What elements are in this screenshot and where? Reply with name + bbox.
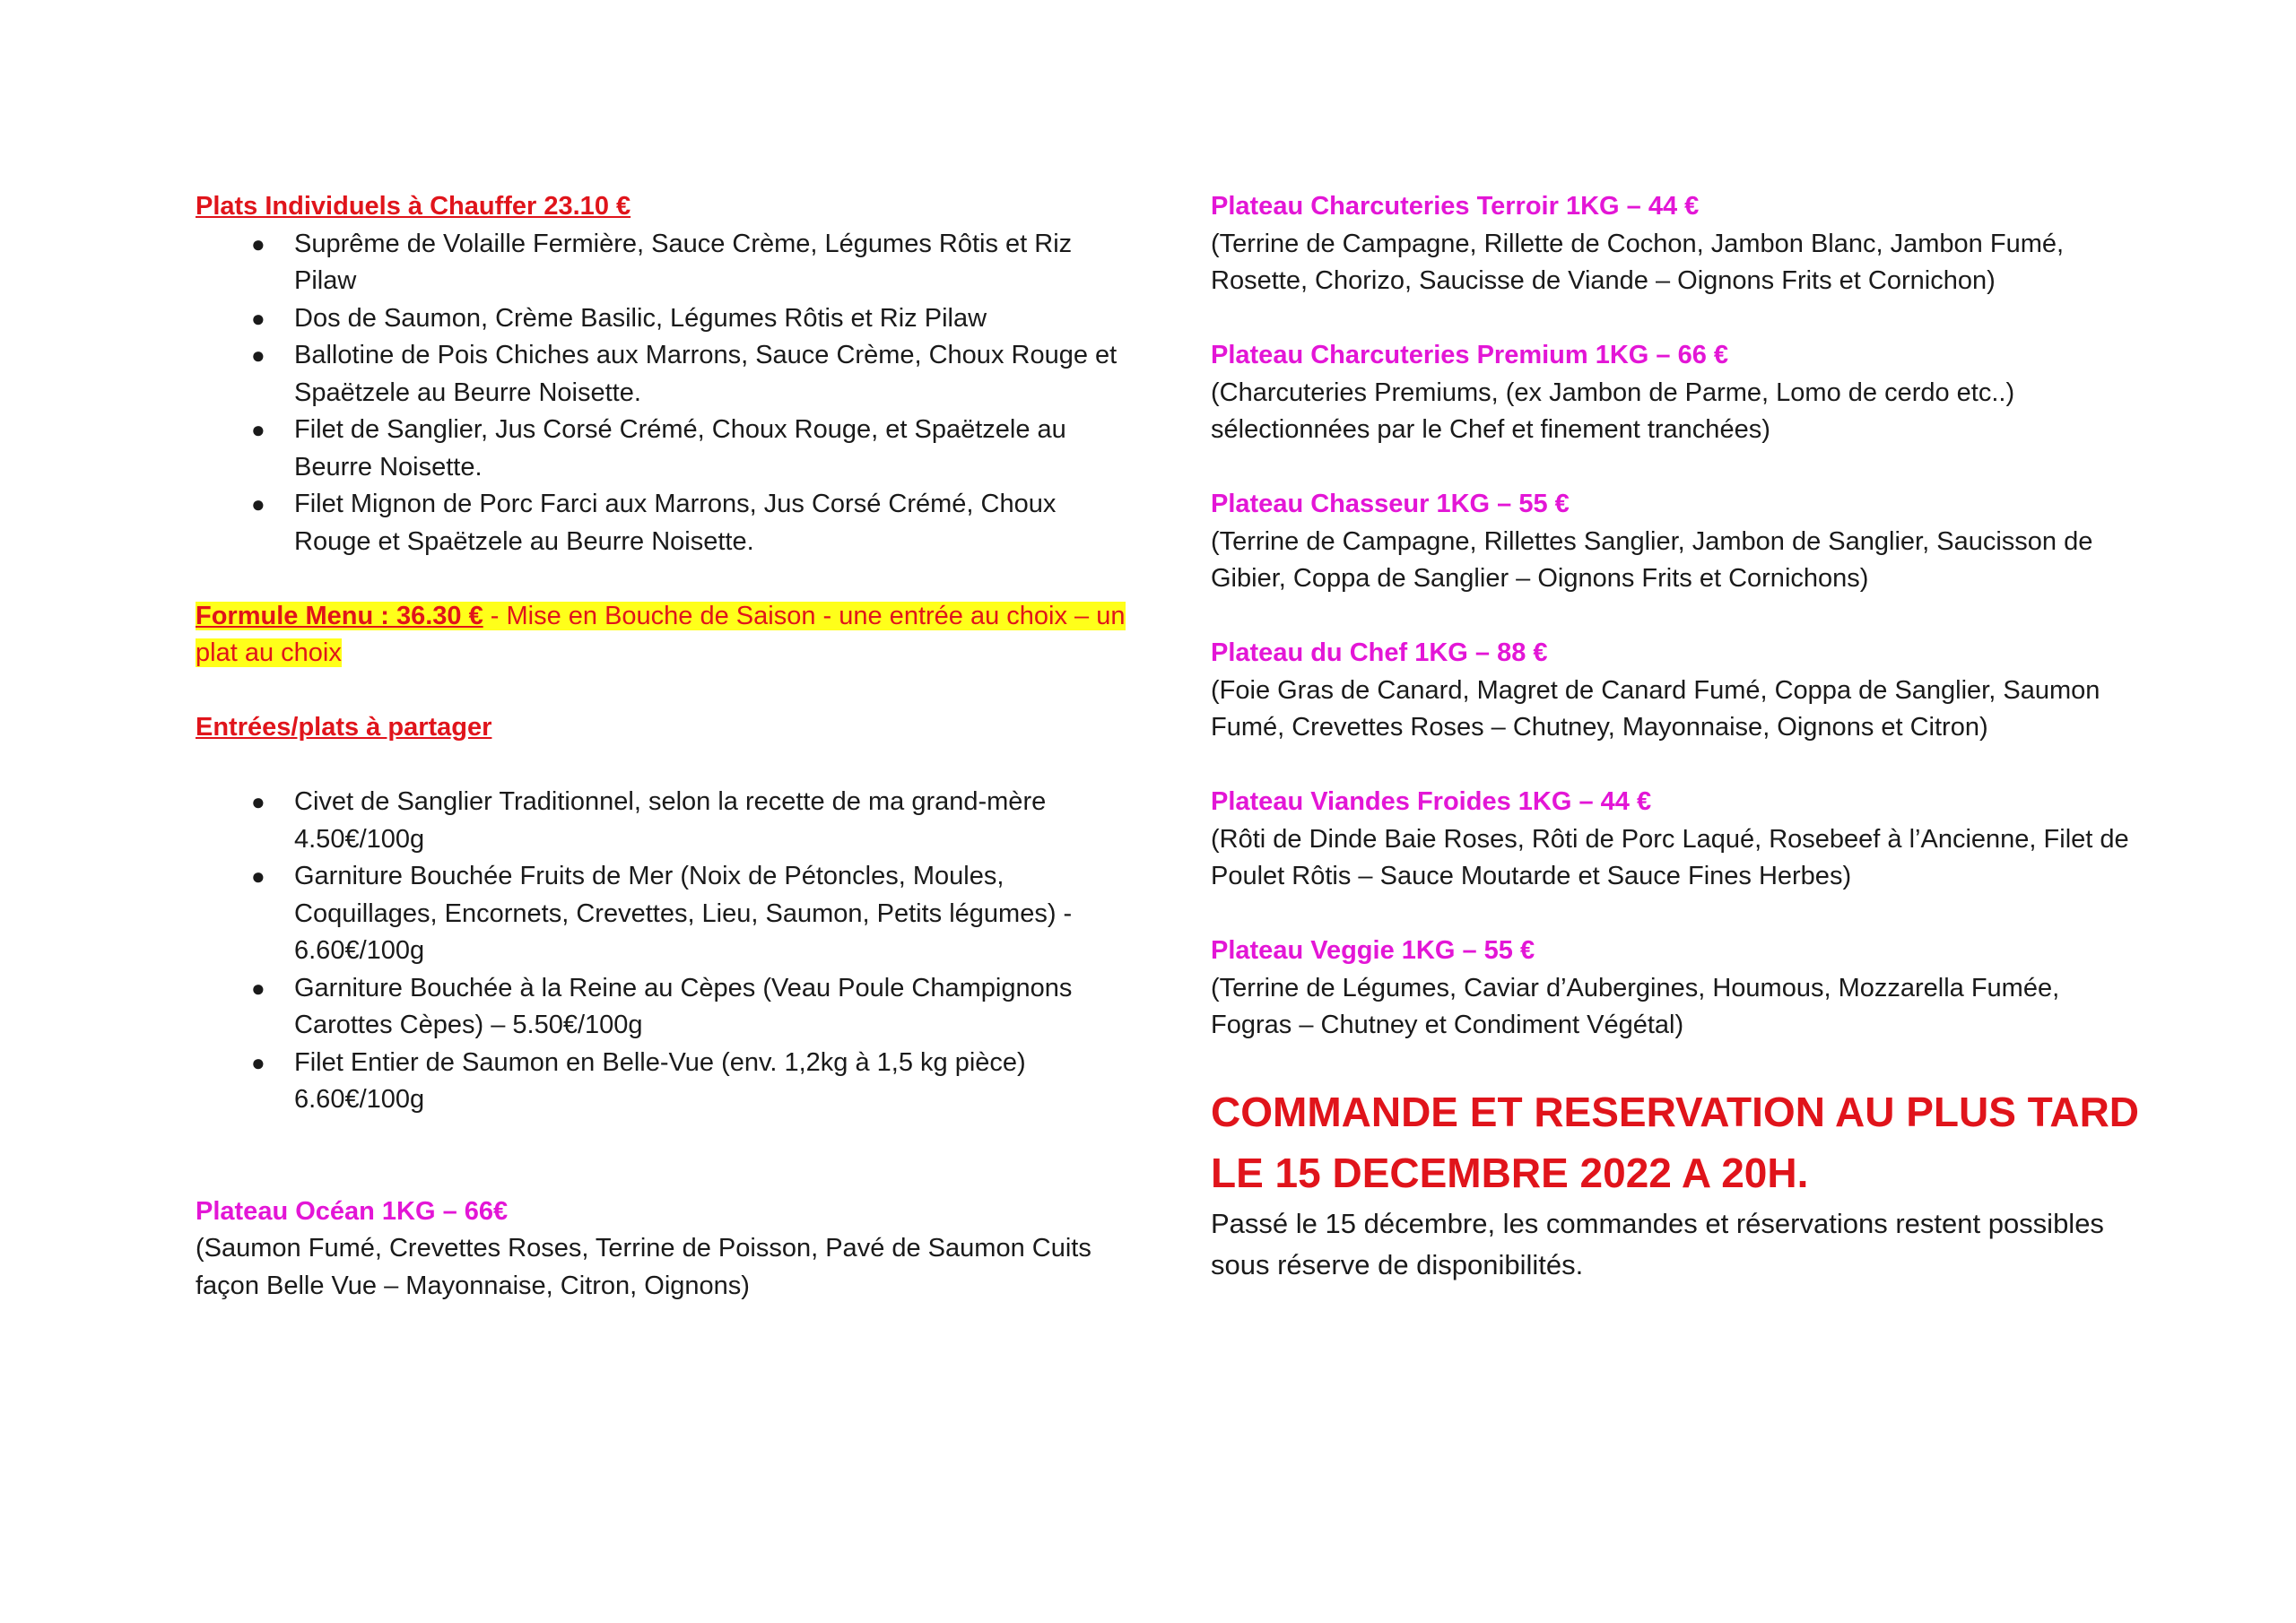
plateau-heading: Plateau du Chef 1KG – 88 €	[1211, 638, 1548, 667]
formule-menu-text: - Mise en Bouche de Saison - une entrée au choix – un plat au choix	[196, 601, 1126, 667]
left-column	[196, 188, 1128, 1305]
plats-individuels-heading: Plats Individuels à Chauffer 23.10 €	[196, 192, 631, 221]
plateau-text: (Terrine de Campagne, Rillettes Sanglier, Jambon de Sanglier, Saucisson de Gibier, Coppa de Sanglier – Oignons Frits et Cornichons)	[1211, 526, 2093, 593]
list-item: ● Suprême de Volaille Fermière, Sauce Crème, Légumes Rôtis et Riz Pilaw	[196, 226, 1128, 300]
plateau-block	[1211, 933, 2144, 1045]
bullet-icon: ●	[251, 416, 265, 443]
plateau-heading: Plateau Chasseur 1KG – 55 €	[1211, 490, 1570, 518]
list-item: ● Dos de Saumon, Crème Basilic, Légumes Rôtis et Riz Pilaw	[196, 300, 1128, 338]
right-column	[1211, 188, 2144, 1286]
plateau-heading: Plateau Viandes Froides 1KG – 44 €	[1211, 787, 1652, 816]
plateau-block	[1211, 635, 2144, 747]
list-item: ● Filet Entier de Saumon en Belle-Vue (env. 1,2kg à 1,5 kg pièce) 6.60€/100g	[196, 1045, 1128, 1119]
list-item: ● Civet de Sanglier Traditionnel, selon la recette de ma grand-mère 4.50€/100g	[196, 784, 1128, 858]
list-item: ● Filet Mignon de Porc Farci aux Marrons, Jus Corsé Crémé, Choux Rouge et Spaëtzele au Beurre Noisette.	[196, 486, 1128, 560]
plateau-text: (Charcuteries Premiums, (ex Jambon de Parme, Lomo de cerdo etc..) sélectionnées par le Chef et finement tranchées)	[1211, 378, 2015, 444]
list-item: ● Garniture Bouchée à la Reine au Cèpes (Veau Poule Champignons Carottes Cèpes) – 5.50€/100g	[196, 970, 1128, 1045]
commande-title: COMMANDE ET RESERVATION AU PLUS TARD LE 15 DECEMBRE 2022 A 20H.	[1211, 1089, 2140, 1196]
plateau-block	[1211, 784, 2144, 896]
bullet-icon: ●	[251, 230, 265, 257]
commande-text: Passé le 15 décembre, les commandes et réservations restent possibles sous réserve de disponibilités.	[1211, 1208, 2104, 1280]
entrees-list	[196, 784, 1128, 1119]
list-item: ● Ballotine de Pois Chiches aux Marrons, Sauce Crème, Choux Rouge et Spaëtzele au Beurre Noisette.	[196, 337, 1128, 412]
list-item: ● Filet de Sanglier, Jus Corsé Crémé, Choux Rouge, et Spaëtzele au Beurre Noisette.	[196, 412, 1128, 486]
plateau-text: (Terrine de Légumes, Caviar d’Aubergines, Houmous, Mozzarella Fumée, Fogras – Chutney et Condiment Végétal)	[1211, 973, 2060, 1039]
formule-menu-label: Formule Menu : 36.30 €	[196, 601, 483, 630]
bullet-icon: ●	[251, 490, 265, 517]
formule-menu	[196, 598, 1128, 673]
plateau-text: (Terrine de Campagne, Rillette de Cochon, Jambon Blanc, Jambon Fumé, Rosette, Chorizo, Saucisse de Viande – Oignons Frits et Cornichon)	[1211, 229, 2065, 295]
bullet-icon: ●	[251, 974, 265, 1002]
bullet-icon: ●	[251, 863, 265, 890]
plateau-ocean-heading: Plateau Océan 1KG – 66€	[196, 1196, 509, 1226]
entrees-heading: Entrées/plats à partager	[196, 713, 492, 742]
list-item: ● Garniture Bouchée Fruits de Mer (Noix de Pétoncles, Moules, Coquillages, Encornets, Crevettes, Lieu, Saumon, Petits légumes) - 6.60€/100g	[196, 858, 1128, 970]
plateau-heading: Plateau Charcuteries Terroir 1KG – 44 €	[1211, 192, 1700, 221]
bullet-icon: ●	[251, 788, 265, 815]
plateau-block	[1211, 486, 2144, 598]
plateau-text: (Rôti de Dinde Baie Roses, Rôti de Porc Laqué, Rosebeef à l’Ancienne, Filet de Poulet Rôtis – Sauce Moutarde et Sauce Fines Herbes)	[1211, 824, 2129, 890]
plateau-block	[1211, 188, 2144, 300]
bullet-icon: ●	[251, 304, 265, 332]
bullet-icon: ●	[251, 342, 265, 369]
plateau-text: (Foie Gras de Canard, Magret de Canard Fumé, Coppa de Sanglier, Saumon Fumé, Crevettes Roses – Chutney, Mayonnaise, Oignons et Citron)	[1211, 675, 2100, 742]
plateau-heading: Plateau Charcuteries Premium 1KG – 66 €	[1211, 341, 1729, 369]
plateau-block	[1211, 337, 2144, 449]
plateau-ocean-text: (Saumon Fumé, Crevettes Roses, Terrine de Poisson, Pavé de Saumon Cuits façon Belle Vue – Mayonnaise, Citron, Oignons)	[196, 1234, 1091, 1300]
plateau-heading: Plateau Veggie 1KG – 55 €	[1211, 936, 1535, 965]
plats-list	[196, 226, 1128, 561]
bullet-icon: ●	[251, 1048, 265, 1076]
